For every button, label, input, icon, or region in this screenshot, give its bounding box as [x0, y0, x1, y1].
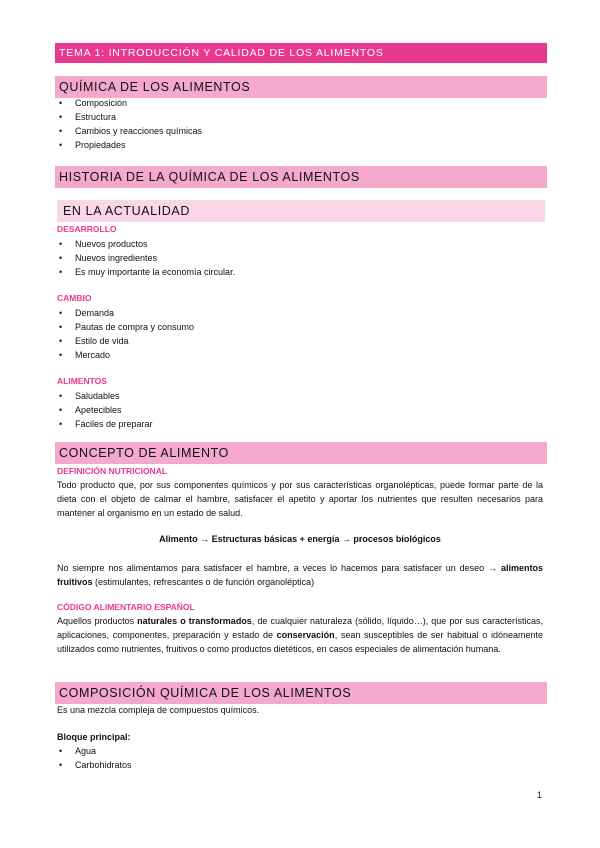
- list-item: • Apetecibles: [57, 403, 153, 417]
- codigo-paragraph: Aquellos productos naturales o transformados, de cualquier naturaleza (sólido, líquido…), que por sus características, aplicaciones, componentes, preparación y estado de conservación, sean susceptibles de ser habitual o idóneamente utilizados como nutrientes, fruitivos o como productos dietéticos, en casos especiales de alimentación humana.: [57, 616, 543, 654]
- section-title-composicion: COMPOSICIÓN QUÍMICA DE LOS ALIMENTOS: [55, 682, 547, 704]
- list-item: • Propiedades: [57, 138, 202, 152]
- subheading-definicion-nutricional: DEFINICIÓN NUTRICIONAL: [57, 466, 168, 476]
- alimento-formula: Alimento → Estructuras básicas + energía → procesos biológicos: [159, 534, 441, 544]
- section-title-historia: HISTORIA DE LA QUÍMICA DE LOS ALIMENTOS: [55, 166, 547, 188]
- list-item: • Pautas de compra y consumo: [57, 320, 194, 334]
- composicion-intro: Es una mezcla compleja de compuestos químicos.: [57, 705, 260, 715]
- list-item: • Saludables: [57, 389, 153, 403]
- cambio-list: [57, 306, 194, 362]
- section-title-actualidad: EN LA ACTUALIDAD: [57, 200, 545, 222]
- list-item: • Es muy importante la economía circular.: [57, 265, 235, 279]
- list-item: • Mercado: [57, 348, 194, 362]
- alimentos-list: [57, 389, 153, 431]
- bloque-principal-label: Bloque principal:: [57, 732, 131, 742]
- section-title-concepto: CONCEPTO DE ALIMENTO: [55, 442, 547, 464]
- list-item: • Fáciles de preparar: [57, 417, 153, 431]
- subheading-alimentos: ALIMENTOS: [57, 376, 107, 386]
- list-item: • Demanda: [57, 306, 194, 320]
- list-item: • Composición: [57, 96, 202, 110]
- document-header: TEMA 1: INTRODUCCIÓN Y CALIDAD DE LOS ALIMENTOS: [55, 43, 547, 63]
- list-item: • Nuevos ingredientes: [57, 251, 235, 265]
- page-number: 1: [536, 790, 542, 800]
- list-item: • Cambios y reacciones químicas: [57, 124, 202, 138]
- quimica-list: [57, 96, 202, 152]
- list-item: • Estilo de vida: [57, 334, 194, 348]
- list-item: • Nuevos productos: [57, 237, 235, 251]
- fruitivos-paragraph: No siempre nos alimentamos para satisfacer el hambre, a veces lo hacemos para satisfacer un deseo → alimentos fruitivos (estimulantes, refrescantes o de función organoléptica): [57, 563, 543, 587]
- list-item: • Estructura: [57, 110, 202, 124]
- definicion-paragraph: Todo producto que, por sus componentes químicos y por sus características organolépticas, puede formar parte de la dieta con el objeto de calmar el hambre, satisfacer el apetito y aportar los nutrientes que resulten necesarios para mantener al organismo en un estado de salud.: [57, 480, 543, 518]
- subheading-cambio: CAMBIO: [57, 293, 92, 303]
- subheading-codigo-alimentario: CÓDIGO ALIMENTARIO ESPAÑOL: [57, 602, 195, 612]
- subheading-desarrollo: DESARROLLO: [57, 224, 117, 234]
- list-item: • Carbohidratos: [57, 758, 132, 772]
- list-item: • Agua: [57, 744, 132, 758]
- bloque-principal-list: [57, 744, 132, 772]
- desarrollo-list: [57, 237, 235, 279]
- section-title-quimica: QUÍMICA DE LOS ALIMENTOS: [55, 76, 547, 98]
